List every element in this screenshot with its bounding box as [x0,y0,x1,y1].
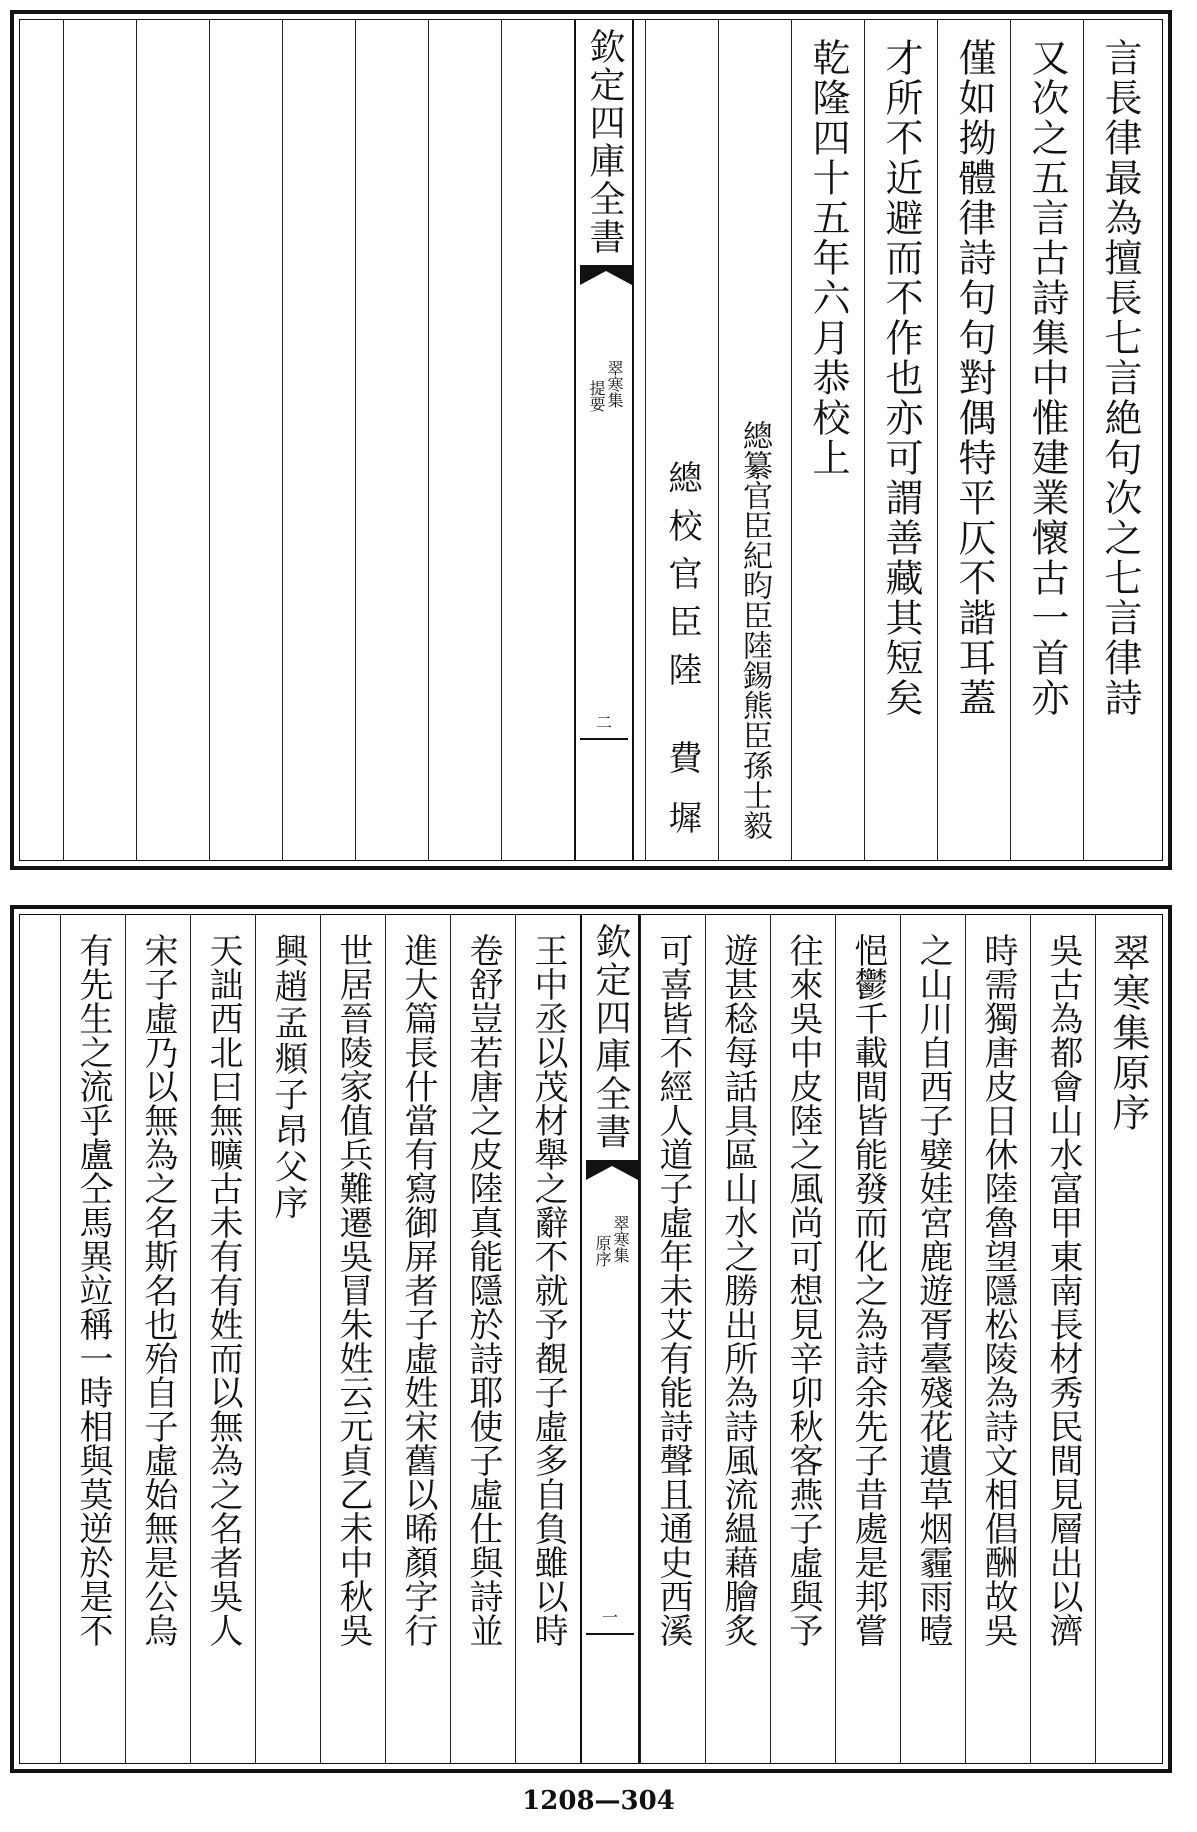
spine-section-name: 提要 [587,380,606,412]
text-line: 之山川自西子嬖娃宮鹿遊胥臺殘花遺草烟霾雨曀 [913,933,953,1647]
preface-title: 翠寒集原序 [1106,933,1150,1133]
text-line: 悒鬱千載間皆能發而化之為詩余先子昔處是邦嘗 [848,933,888,1647]
empty-column [282,20,355,860]
text-column [705,915,770,1763]
spine-divider [580,738,628,740]
text-line: 才所不近避而不作也亦可謂善藏其短矣 [879,38,923,718]
proofreader-label: 總校官臣陸 [662,460,702,700]
text-column [835,915,900,1763]
text-column [1010,20,1083,860]
signature-line: 興趙孟頫子昂父序 [268,933,308,1221]
proofreader-name: 費墀 [662,740,702,860]
empty-column [428,20,501,860]
text-column [125,915,190,1763]
text-line: 吳古為都會山水富甲東南長材秀民間見層出以濟 [1043,933,1083,1647]
spine-collection-name: 翠寒集 [605,360,624,408]
upper-page [10,10,1172,870]
text-column [60,915,125,1763]
text-column [965,915,1030,1763]
text-line: 有先生之流乎盧仝馬異竝稱一時相與莫逆於是不 [73,933,113,1647]
text-column [450,915,515,1763]
spine-collection-name: 翠寒集 [611,1215,630,1263]
text-line: 遊甚稔每話具區山水之勝出所為詩風流緼藉膾炙 [718,933,758,1647]
text-line: 往來吳中皮陸之風尚可想見辛卯秋客燕子虛與予 [783,933,823,1647]
text-line: 可喜皆不經人道子虛年未艾有能詩聲且通史西溪 [653,933,693,1647]
text-column [645,20,718,860]
text-column [640,915,705,1763]
text-line: 僅如拗體律詩句句對偶特平仄不諧耳蓋 [952,38,996,718]
center-spine [574,20,634,860]
text-column [320,915,385,1763]
text-line: 王中丞以茂材舉之辭不就予覩子虛多自負雖以時 [528,933,568,1647]
text-column [791,20,864,860]
spine-section-name: 原序 [593,1235,612,1267]
text-line: 宋子虛乃以無為之名斯名也殆自子虛始無是公烏 [138,933,178,1647]
text-column [864,20,937,860]
fish-tail-mark-icon [586,1160,638,1180]
text-line: 言長律最為擅長七言絶句次之七言律詩 [1098,38,1142,718]
text-column [937,20,1010,860]
text-column [190,915,255,1763]
lower-page [10,905,1172,1773]
text-column [515,915,580,1763]
date-line: 乾隆四十五年六月恭校上 [806,38,850,478]
empty-column [136,20,209,860]
text-column [255,915,320,1763]
fish-tail-mark-icon [580,265,632,285]
text-line: 進大篇長什當有寫御屏者子虛姓宋舊以晞顏字行 [398,933,438,1647]
editors-line: 總纂官臣紀昀臣陸錫熊臣孫士毅 [737,420,772,840]
spine-divider [586,1633,634,1635]
text-column [900,915,965,1763]
text-column [770,915,835,1763]
spine-banner: 欽定四庫全書 [584,28,625,256]
empty-column [501,20,574,860]
spine-banner: 欽定四庫全書 [590,923,631,1151]
text-column [1095,915,1160,1763]
text-line: 天詘西北曰無曠古未有有姓而以無為之名者吳人 [203,933,243,1647]
text-column [1030,915,1095,1763]
center-spine [580,915,640,1763]
text-line: 又次之五言古詩集中惟建業懷古一首亦 [1025,38,1069,718]
spine-page-number: 一 [601,1608,618,1627]
empty-column [355,20,428,860]
footer-page-number: 1208—304 [522,1786,675,1816]
text-line: 世居晉陵家值兵難遷吳冒朱姓云元貞乙未中秋吳 [333,933,373,1647]
text-line: 時需獨唐皮日休陸魯望隱松陵為詩文相倡酬故吳 [978,933,1018,1647]
empty-column [63,20,136,860]
spine-page-number: 二 [595,713,612,732]
text-column [1083,20,1156,860]
text-column [385,915,450,1763]
text-line: 卷舒豈若唐之皮陸真能隱於詩耶使子虛仕與詩並 [463,933,503,1647]
empty-column [209,20,282,860]
text-column [718,20,791,860]
